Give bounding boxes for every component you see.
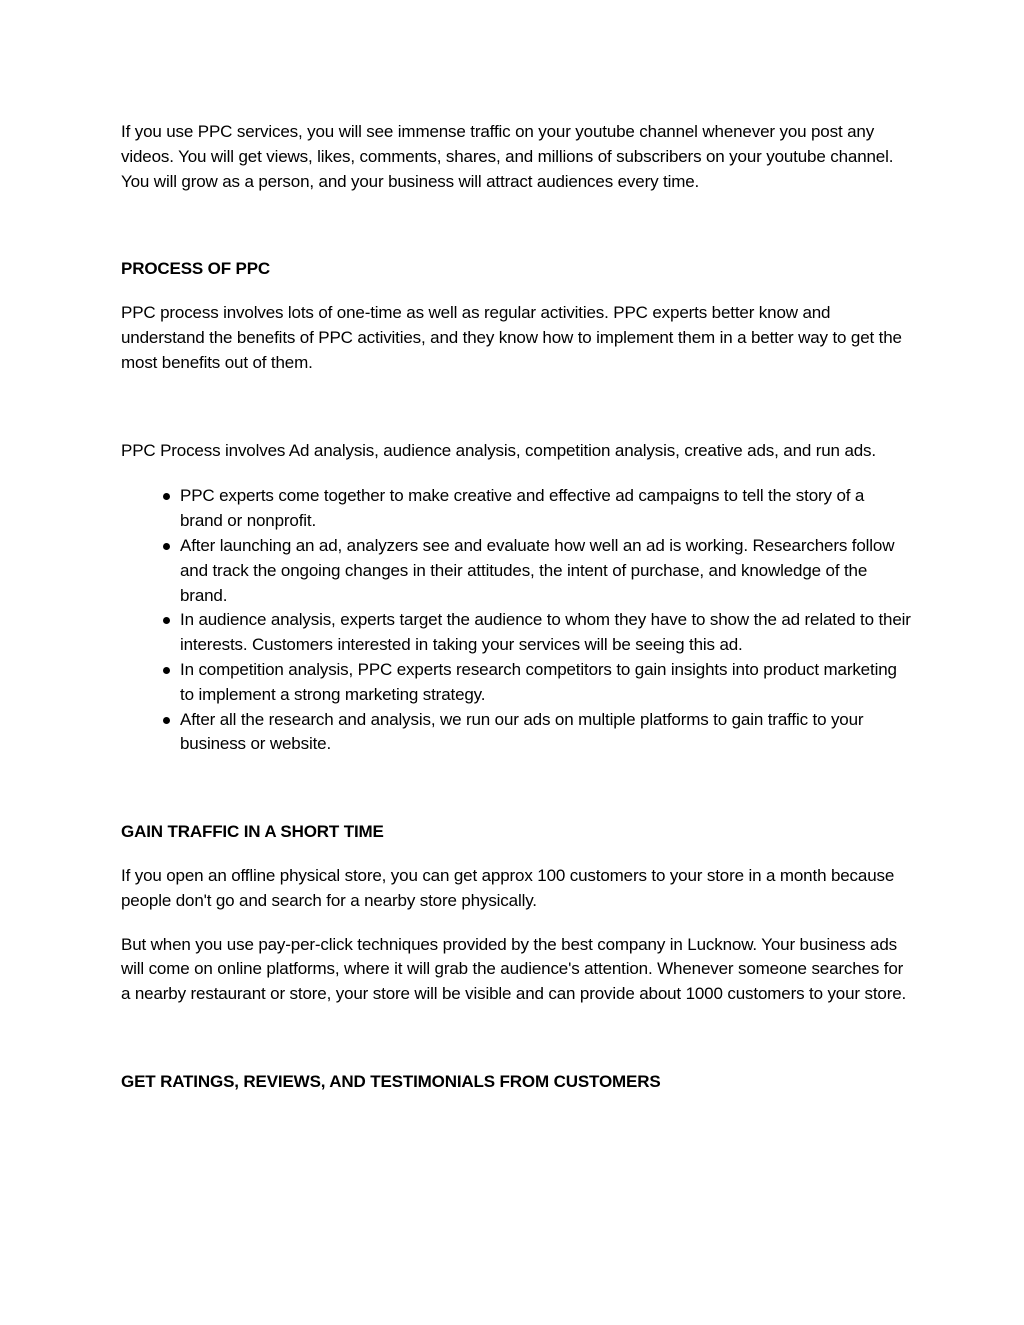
bullet-icon: [163, 717, 170, 724]
list-item: [180, 658, 911, 708]
ratings-heading: GET RATINGS, REVIEWS, AND TESTIMONIALS FROM CUSTOMERS: [121, 1071, 661, 1091]
list-item-text: PPC experts come together to make creative and effective ad campaigns to tell the story of a brand or nonprofit.: [180, 486, 865, 531]
process-bullet-list: [121, 484, 911, 757]
bullet-icon: [163, 493, 170, 500]
traffic-paragraph-2: But when you use pay-per-click techniques provided by the best company in Lucknow. Your business ads will come on online platforms, where it will grab the audience's attention. Whenever someone searches for a nearby restaurant or store, your store will be visible and can provide about 1000 customers to your store.: [121, 934, 907, 1004]
process-paragraph-2: PPC Process involves Ad analysis, audience analysis, competition analysis, creative ads, and run ads.: [121, 440, 876, 460]
process-paragraph-1: PPC process involves lots of one-time as well as regular activities. PPC experts better know and understand the benefits of PPC activities, and they know how to implement them in a better way to get the most benefits out of them.: [121, 303, 902, 372]
intro-paragraph: If you use PPC services, you will see immense traffic on your youtube channel whenever you post any videos. You will get views, likes, comments, shares, and millions of subscribers on your youtube channel. You will grow as a person, and your business will attract audiences every time.: [121, 122, 894, 191]
traffic-paragraph-1: If you open an offline physical store, you can get approx 100 customers to your store in a month because people don't go and search for a nearby store physically.: [121, 865, 895, 910]
bullet-icon: [163, 667, 170, 674]
list-item-text: In audience analysis, experts target the audience to whom they have to show the ad related to their interests. Customers interested in taking your services will be seeing this ad.: [180, 610, 911, 655]
list-item: [180, 708, 911, 758]
traffic-heading: GAIN TRAFFIC IN A SHORT TIME: [121, 822, 384, 842]
list-item-text: After all the research and analysis, we run our ads on multiple platforms to gain traffic to your business or website.: [180, 709, 864, 754]
bullet-icon: [163, 617, 170, 624]
list-item: [180, 534, 911, 608]
process-heading: PROCESS OF PPC: [121, 259, 271, 279]
bullet-icon: [163, 543, 170, 550]
list-item-text: In competition analysis, PPC experts research competitors to gain insights into product marketing to implement a strong marketing strategy.: [180, 659, 897, 704]
list-item-text: After launching an ad, analyzers see and evaluate how well an ad is working. Researchers follow and track the ongoing changes in their attitudes, the intent of purchase, and knowledge of the brand.: [180, 535, 895, 605]
list-item: [180, 608, 911, 658]
list-item: [180, 484, 911, 534]
document-page: [121, 120, 911, 1095]
